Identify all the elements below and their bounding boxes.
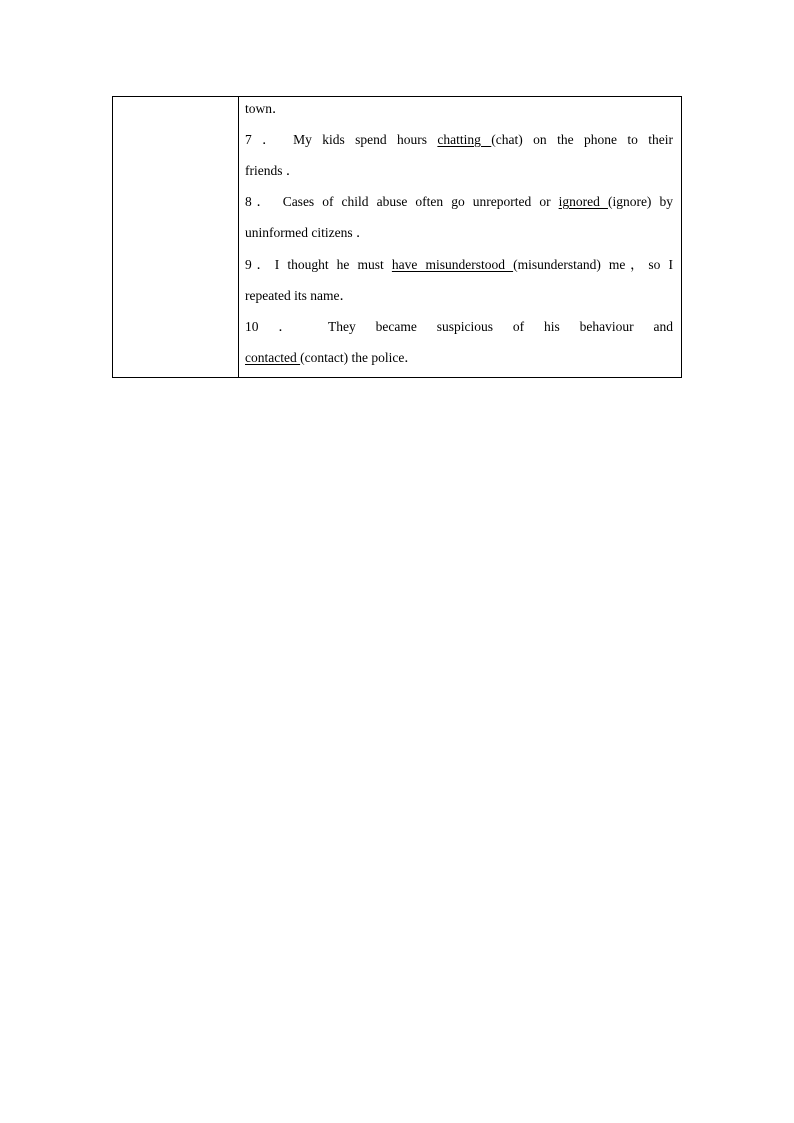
line-text: 7 ． My kids spend hours [245, 132, 438, 147]
sentence-10-line-1 [245, 317, 673, 337]
line-text: (contact) the police． [300, 350, 418, 365]
text-line-town [245, 99, 673, 119]
answer-table [112, 96, 682, 378]
line-text: town． [245, 101, 286, 116]
line-text: (misunderstand) me，so I [513, 257, 673, 272]
sentence-10-line-2 [245, 348, 673, 368]
line-text: (ignore) by [607, 194, 673, 209]
line-text: repeated its name． [245, 288, 353, 303]
table-right-cell [239, 97, 681, 377]
sentence-9-line-2 [245, 286, 673, 306]
answer-contacted: contacted [245, 350, 301, 365]
table-left-cell [113, 97, 239, 377]
sentence-7-line-2 [245, 161, 673, 181]
sentence-8-line-1 [245, 192, 673, 212]
sentence-7-line-1 [245, 130, 673, 150]
answer-chatting: chatting [437, 132, 492, 147]
line-text: 9．I thought he must [245, 257, 392, 272]
line-text: (chat) on the phone to their [491, 132, 673, 147]
sentence-8-line-2 [245, 223, 673, 243]
line-text: friends ． [245, 163, 300, 178]
answer-have-misunderstood: have misunderstood [391, 257, 514, 272]
line-text: 8． Cases of child abuse often go unreported or [245, 194, 559, 209]
answer-ignored: ignored [558, 194, 608, 209]
line-text: uninformed citizens ． [245, 225, 370, 240]
line-text: 10 ． They became suspicious of his behaviour and [245, 319, 673, 334]
sentence-9-line-1 [245, 255, 673, 275]
